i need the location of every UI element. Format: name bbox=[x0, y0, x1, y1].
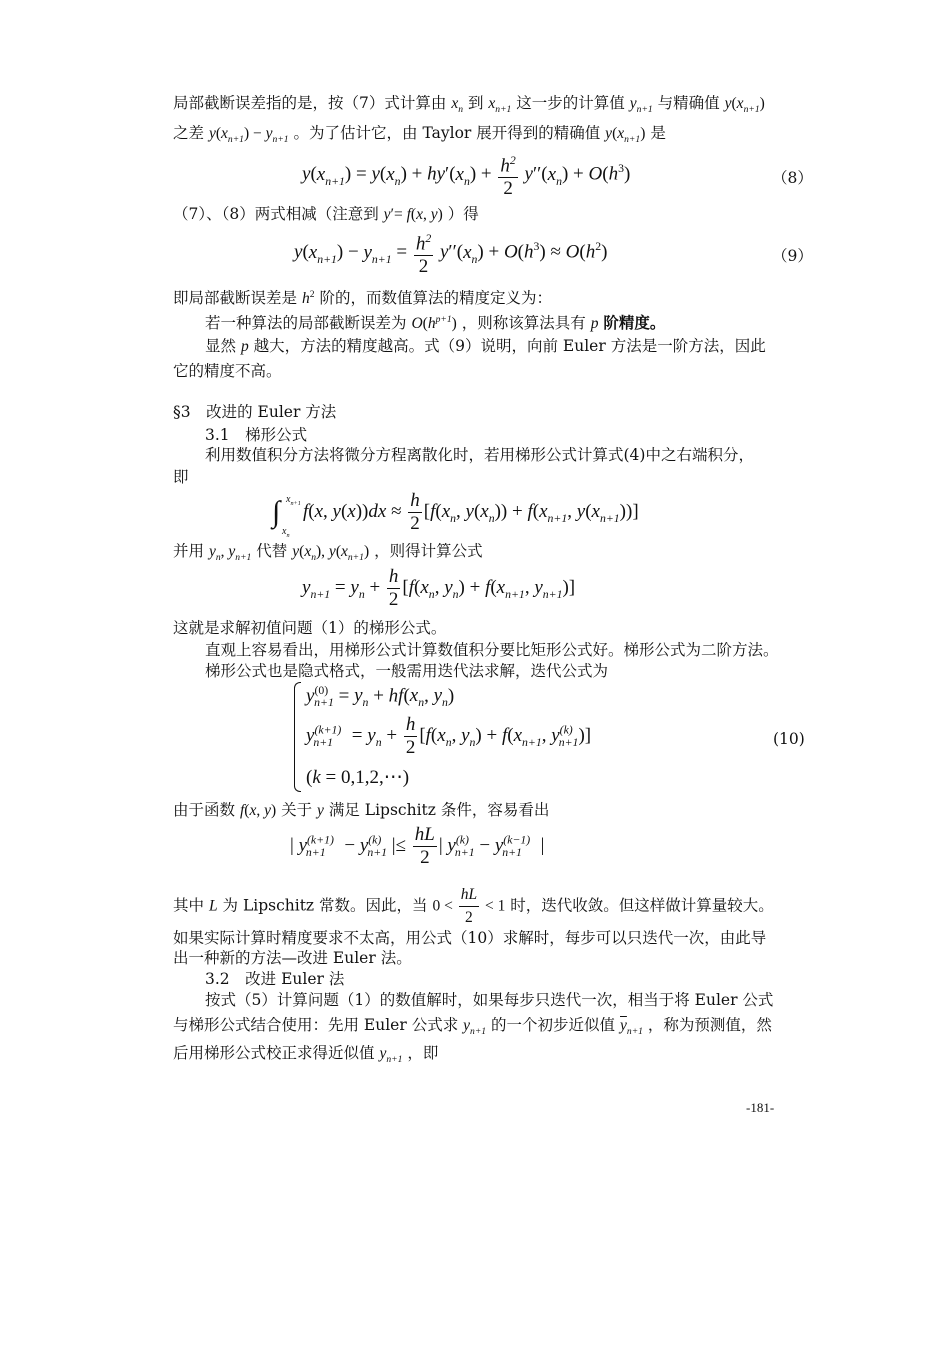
text: 关于 bbox=[281, 801, 313, 819]
text-line: 显然 p 越大，方法的精度越高。式（9）说明，向前 Euler 方法是一阶方法，因此 bbox=[205, 337, 766, 355]
subsection-heading: 3.1 梯形公式 bbox=[205, 426, 308, 444]
text: 阶的，而数值算法的精度定义为： bbox=[319, 289, 552, 308]
text: 并用 bbox=[173, 542, 205, 560]
text-line: 与梯形公式结合使用：先用 Euler 公式求 $y_{n+1}$ 的一个初步近似值 $\overline{y}_{n+1}$ ，称为预测值，然 bbox=[173, 1016, 772, 1038]
text: 其中 bbox=[173, 896, 205, 915]
left-brace bbox=[294, 682, 301, 792]
equation-number: （8） bbox=[772, 169, 813, 187]
text-line: 梯形公式也是隐式格式，一般需用迭代法求解，迭代公式为 bbox=[205, 662, 609, 680]
equation-number: (10) bbox=[773, 730, 805, 748]
text: 时，迭代收敛。但这样做计算量较大。 bbox=[510, 896, 774, 915]
text: 之差 bbox=[173, 124, 205, 142]
text-line: 即 bbox=[173, 468, 189, 486]
text: 为 Lipschitz 常数。因此，当 bbox=[222, 896, 428, 915]
text-line: 它的精度不高。 bbox=[173, 362, 282, 380]
text-line: 即局部截断误差是 $h^2$ 阶的，而数值算法的精度定义为： bbox=[173, 289, 552, 308]
text: 与精确值 bbox=[657, 94, 720, 112]
equation-integral: ∫ $x_{n+1}$ $x_n$ f(x, y(x))dx ≈ $\frac{h}{2}$ [$f(x_n$, $y(x_n)) + f(x_{n+1}$, $y(x_{n+1})$)] bbox=[272, 490, 639, 539]
math-inline: y bbox=[724, 95, 732, 112]
text-line: 由于函数 f(x, y) 关于 y 满足 Lipschitz 条件，容易看出 bbox=[173, 801, 550, 819]
text: 满足 Lipschitz 条件，容易看出 bbox=[328, 801, 550, 819]
text-line: 之差 $y(x_{n+1}) - y_{n+1}$ 。为了估计它，由 Taylor 展开得到的精确值 $y(x_{n+1})$ 是 bbox=[173, 124, 666, 146]
text: （7）、（8）两式相减（注意到 bbox=[173, 205, 379, 223]
text: 与梯形公式结合使用：先用 Euler 公式求 bbox=[173, 1016, 459, 1034]
text-line: 如果实际计算时精度要求不太高，用公式（10）求解时，每步可以只迭代一次，由此导 bbox=[173, 929, 767, 947]
section-heading: §3 改进的 Euler 方法 bbox=[173, 403, 337, 421]
text: 由于函数 bbox=[173, 801, 236, 819]
text: ）得 bbox=[447, 205, 479, 223]
subsection-heading: 3.2 改进 Euler 法 bbox=[205, 970, 345, 988]
text: 局部截断误差指的是，按（7）式计算由 bbox=[173, 94, 447, 112]
text-line: 利用数值积分方法将微分方程离散化时，若用梯形公式计算式(4)中之右端积分， bbox=[205, 446, 754, 464]
equation-9: $y(x_{n+1}) - y_{n+1}$ = $\frac{h^2}{2}$ $y''(x_n) + O(h^3) \approx O(h^2)$ bbox=[294, 228, 607, 278]
text-line: 并用 $y_n$, $y_{n+1}$ 代替 $y(x_n)$, $y(x_{n+1})$ ，则得计算公式 bbox=[173, 542, 483, 564]
equation-8: $y(x_{n+1}) = y(x_n) + hy'(x_n)$ + $\frac{h^2}{2}$ $y''(x_n) + O(h^3)$ bbox=[302, 150, 630, 200]
equation-10-line3: (k = 0,1,2,⋯) bbox=[306, 767, 410, 788]
text: 代替 bbox=[256, 542, 288, 560]
equation-10-line1: $y^{(0)}_{n+1} = y_n + hf(x_n$, $y_n$) bbox=[306, 684, 455, 710]
text: 的一个初步近似值 bbox=[491, 1016, 616, 1034]
text: ，称为预测值，然 bbox=[647, 1016, 772, 1034]
math-inline: y bbox=[208, 125, 216, 142]
text: 即局部截断误差是 bbox=[173, 289, 298, 308]
math-inline: $x_n$ bbox=[451, 95, 463, 116]
text-line: 这就是求解初值问题（1）的梯形公式。 bbox=[173, 619, 447, 637]
text: 后用梯形公式校正求得近似值 bbox=[173, 1044, 375, 1062]
text: 若一种算法的局部截断误差为 bbox=[205, 314, 407, 333]
text: 越大，方法的精度越高。式（9）说明，向前 Euler 方法是一阶方法，因此 bbox=[253, 337, 766, 355]
equation-10-line2: $y^{(k+1)}_{n+1} = y_n$ + $\frac{h}{2}$ [$f(x_n$, $y_n) + f(x_{n+1}$, $y^{(k)}_{n+1}$)] bbox=[306, 714, 592, 758]
text-line: 按式（5）计算问题（1）的数值解时，如果每步只迭代一次，相当于将 Euler 公式 bbox=[205, 991, 774, 1009]
text: ，则称该算法具有 bbox=[461, 314, 586, 333]
text-line: 出一种新的方法—改进 Euler 法。 bbox=[173, 949, 412, 967]
text: 到 bbox=[467, 94, 484, 112]
math-inline: $y_{n+1}$ bbox=[629, 95, 653, 116]
text: ，则得计算公式 bbox=[374, 542, 483, 560]
text: 这一步的计算值 bbox=[516, 94, 625, 112]
equation-lipschitz: | $y^{(k+1)}_{n+1} - y^{(k)}_{n+1}$ |≤ $\frac{hL}{2}$ | $y^{(k)}_{n+1} - y^{(k-1)}_{n+1}$ | bbox=[290, 824, 545, 868]
text-line: 直观上容易看出，用梯形公式计算数值积分要比矩形公式好。梯形公式为二阶方法。 bbox=[205, 641, 779, 659]
text-line: 若一种算法的局部截断误差为 $O(h^{p+1})$ ，则称该算法具有 p 阶精度。 bbox=[205, 313, 666, 333]
text: 是 bbox=[650, 124, 666, 142]
text-line: 其中 L 为 Lipschitz 常数。因此，当 0 < $\frac{hL}{2}$ < 1 时，迭代收敛。但这样做计算量较大。 bbox=[173, 886, 774, 926]
equation-trapezoid: $y_{n+1} = y_n$ + $\frac{h}{2}$ [$f(x_n$, $y_n) + f(x_{n+1}$, $y_{n+1}$)] bbox=[302, 566, 576, 610]
text: 显然 bbox=[205, 337, 237, 355]
equation-number: （9） bbox=[772, 247, 813, 265]
text-line: 后用梯形公式校正求得近似值 $y_{n+1}$ ，即 bbox=[173, 1044, 439, 1066]
text: ，即 bbox=[407, 1044, 439, 1062]
text: 。为了估计它，由 Taylor 展开得到的精确值 bbox=[293, 124, 601, 142]
definition-term: 阶精度。 bbox=[603, 313, 666, 333]
page-number: -181- bbox=[746, 1100, 775, 1115]
text-line: 局部截断误差指的是，按（7）式计算由 $x_n$ 到 $x_{n+1}$ 这一步的计算值 $y_{n+1}$ 与精确值 $y(x_{n+1})$ bbox=[173, 94, 765, 116]
text-line: （7）、（8）两式相减（注意到 y′= f(x, y) ）得 bbox=[173, 205, 479, 223]
math-inline: $x_{n+1}$ bbox=[488, 95, 512, 116]
